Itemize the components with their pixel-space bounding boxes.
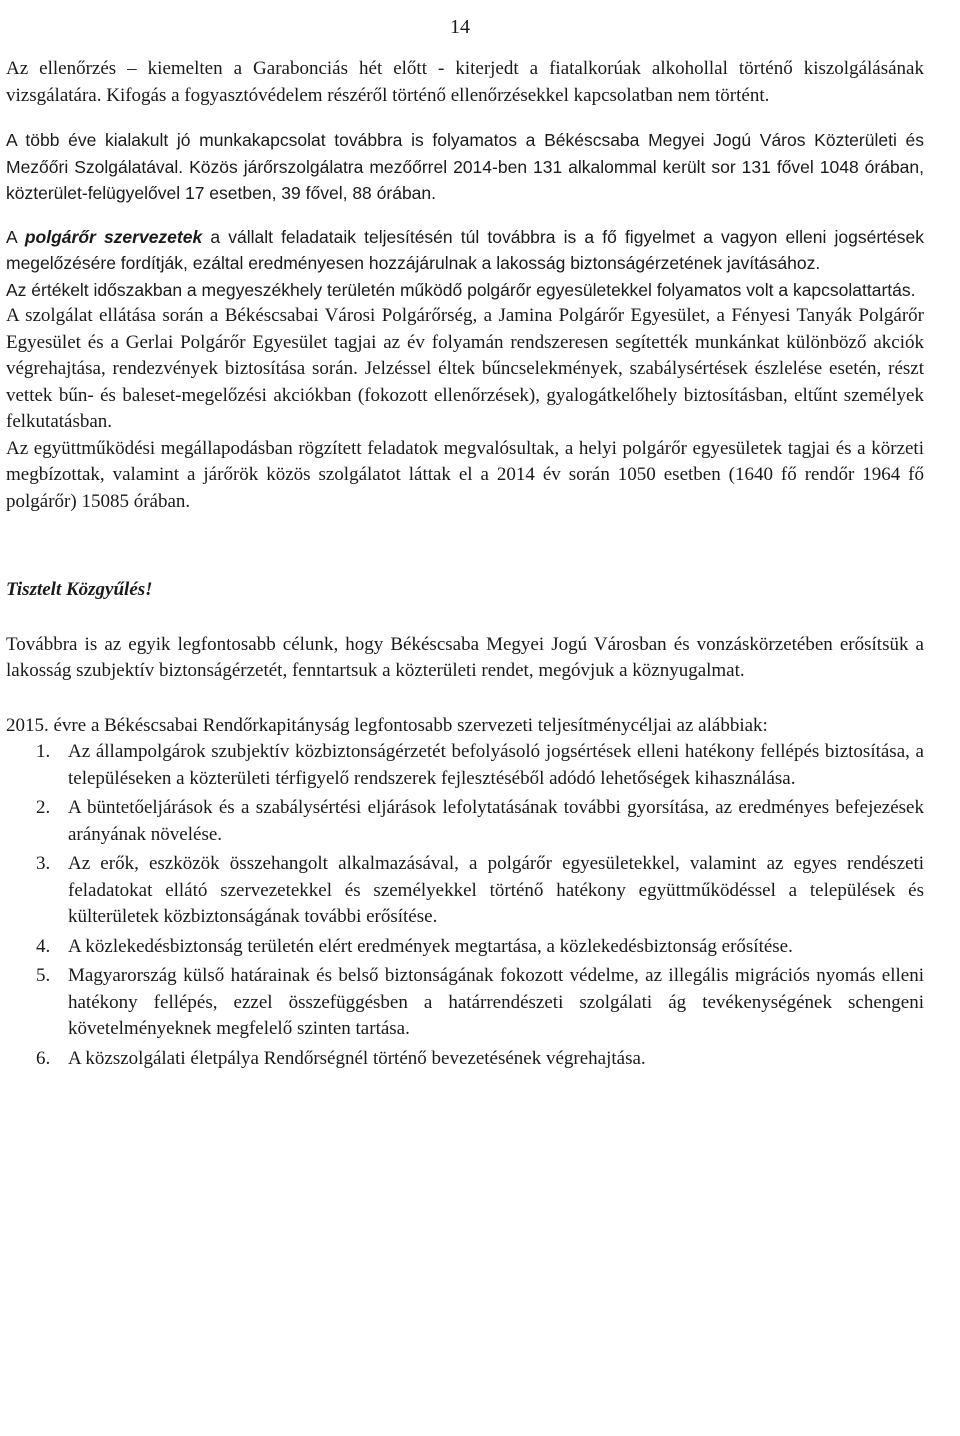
list-item-text: A közszolgálati életpálya Rendőrségnél történő bevezetésének végrehajtása.	[68, 1047, 646, 1069]
emphasis-civil-guard: polgárőr szervezetek	[24, 226, 203, 247]
list-item-number: 5.	[36, 965, 51, 986]
paragraph-public-space-service: A több éve kialakult jó munkakapcsolat továbbra is folyamatos a Békéscsaba Megyei Jogú Város Közterületi és Mezőőri Szolgálatával. Közös járőrszolgálatra mezőőrrel 2014-ben 131 alkalommal került sor 131 fővel 1048 órában, közterület-felügyelővel 17 esetben, 39 fővel, 88 órában.	[6, 130, 924, 203]
list-item-text: Az erők, eszközök összehangolt alkalmazásával, a polgárőr egyesületekkel, valamint az egyes rendészeti feladatokat ellátó szervezetekkel és személyekkel történő hatékony együttműködéssel a települések és külterületek közbiztonságának további erősítése.	[68, 853, 924, 927]
list-item-text: Magyarország külső határainak és belső biztonságának fokozott védelme, az illegális migrációs nyomás elleni hatékony fellépés, ezzel összefüggésben a határrendészeti szolgálati ág tevékenységének schengeni követelményeknek megfelelő szinten tartása.	[68, 965, 924, 1039]
paragraph-goals-intro: 2015. évre a Békéscsabai Rendőrkapitányság legfontosabb szervezeti teljesítménycéljai az alábbiak:	[6, 714, 768, 736]
list-item-text: A büntetőeljárások és a szabálysértési eljárások lefolytatásának további gyorsítása, az eredményes befejezések arányának növelése.	[68, 797, 924, 845]
paragraph-cooperation-agreement: Az együttműködési megállapodásban rögzített feladatok megvalósultak, a helyi polgárőr egyesületek tagjai és a körzeti megbízottak, valamint a járőrök közös szolgálatot láttak el a 2014 év során 1050 esetben (1640 fő rendőr 1964 fő polgárőr) 15085 órában.	[6, 437, 924, 512]
list-item	[6, 851, 924, 931]
list-item	[6, 795, 924, 848]
document-body	[6, 56, 924, 1075]
text-fragment: a vállalt feladataik teljesítésén túl továbbra is a fő figyelmet a vagyon elleni jogsértések megelőzésére fordítják, ezáltal eredményesen hozzájárulnak a lakosság biztonságérzetének javításához.	[6, 226, 924, 273]
page-number: 14	[450, 16, 470, 38]
list-item-number: 3.	[36, 853, 51, 874]
list-item	[6, 963, 924, 1043]
paragraph-inspection: Az ellenőrzés – kiemelten a Garabonciás hét előtt - kiterjedt a fiatalkorúak alkohollal történő kiszolgálásának vizsgálatára. Kifogás a fogyasztóvédelem részéről történő ellenőrzésekkel kapcsolatban nem történt.	[6, 58, 924, 106]
list-item	[6, 1046, 924, 1073]
list-item-text: Az állampolgárok szubjektív közbiztonságérzetét befolyásoló jogsértések elleni hatékony fellépés biztosítása, a településeken a közterületi térfigyelő rendszerek fejlesztéséből adódó lehetőségek kihasználása.	[68, 741, 924, 789]
list-item-number: 6.	[36, 1047, 51, 1069]
section-heading: Tisztelt Közgyűlés!	[6, 579, 153, 600]
list-item	[6, 739, 924, 792]
paragraph-main-goal: Továbbra is az egyik legfontosabb célunk, hogy Békéscsaba Megyei Jogú Városban és vonzáskörzetében erősítsük a lakosság szubjektív biztonságérzetét, fenntartsuk a közterületi rendet, megóvjuk a köznyugalmat.	[6, 633, 924, 681]
goals-list	[6, 739, 924, 1072]
paragraph-service-support: A szolgálat ellátása során a Békéscsabai Városi Polgárőrség, a Jamina Polgárőr Egyesület, a Fényesi Tanyák Polgárőr Egyesület és a Gerlai Polgárőr Egyesület tagjai az év folyamán rendszeresen segítették munkánkat különböző akciók végrehajtása, rendezvények biztosítása során. Jelzéssel éltek bűncselekmények, szabálysértések észlelése esetén, részt vettek bűn- és baleset-megelőzési akciókban (fokozott ellenőrzések), gyalogátkelőhely biztosításban, eltűnt személyek felkutatásban.	[6, 305, 924, 432]
list-item-text: A közlekedésbiztonság területén elért eredmények megtartása, a közlekedésbiztonság erősítése.	[68, 935, 793, 957]
paragraph-civil-guard-organizations	[6, 224, 924, 277]
text-fragment: A	[6, 226, 25, 247]
list-item-number: 2.	[36, 797, 51, 818]
list-item	[6, 934, 924, 961]
list-item-number: 4.	[36, 935, 51, 957]
paragraph-liaison: Az értékelt időszakban a megyeszékhely területén működő polgárőr egyesületekkel folyamatos volt a kapcsolattartás.	[6, 279, 916, 300]
list-item-number: 1.	[36, 741, 51, 762]
